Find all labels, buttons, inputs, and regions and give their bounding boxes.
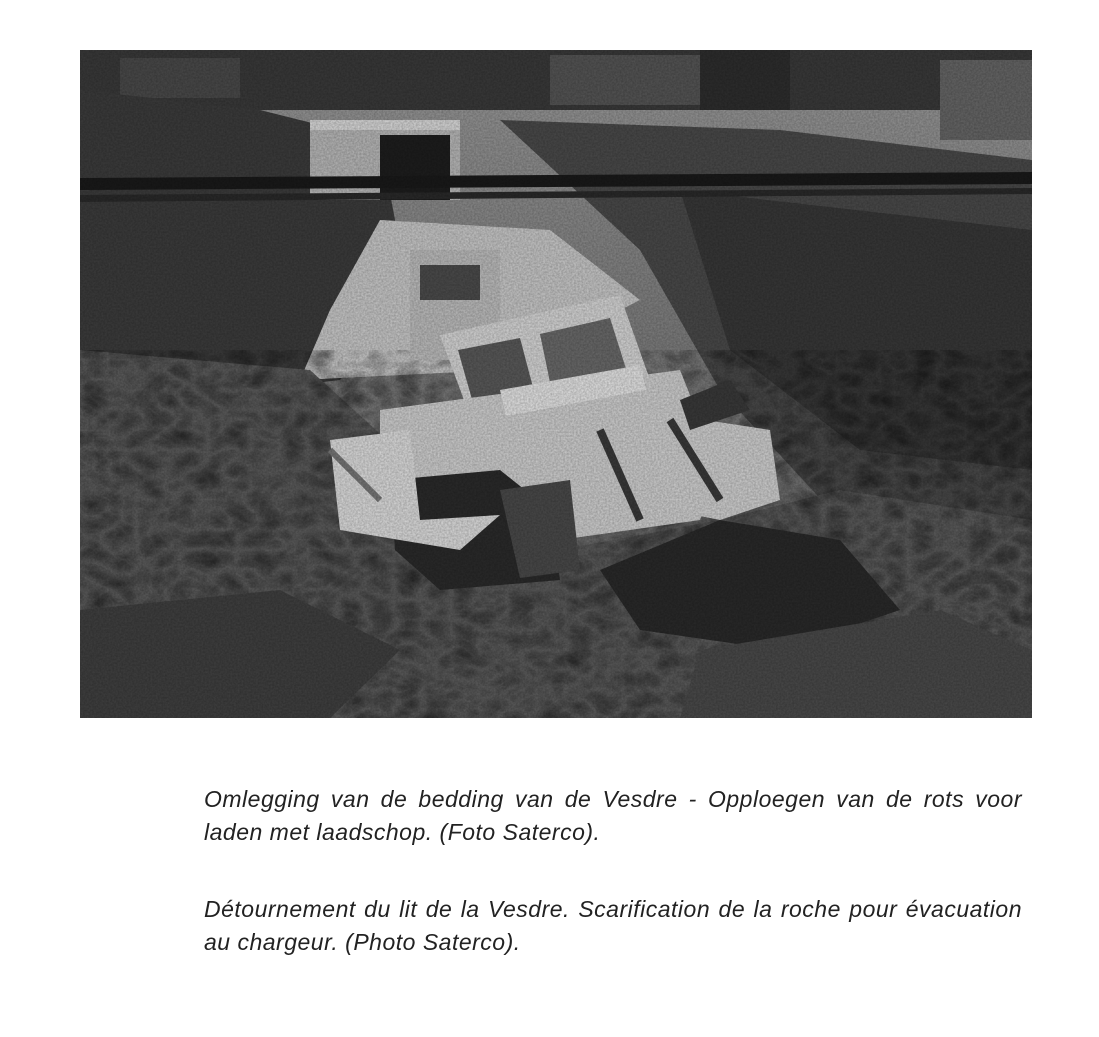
caption-dutch: Omlegging van de bedding van de Vesdre - Opploegen van de rots voor laden met laadschop. (Foto Saterco). xyxy=(204,786,1022,845)
construction-photo xyxy=(80,50,1032,718)
caption-french: Détournement du lit de la Vesdre. Scarification de la roche pour évacuation au chargeur. (Photo Saterco). xyxy=(204,896,1022,955)
bulldozer-photo-illustration xyxy=(80,50,1032,718)
